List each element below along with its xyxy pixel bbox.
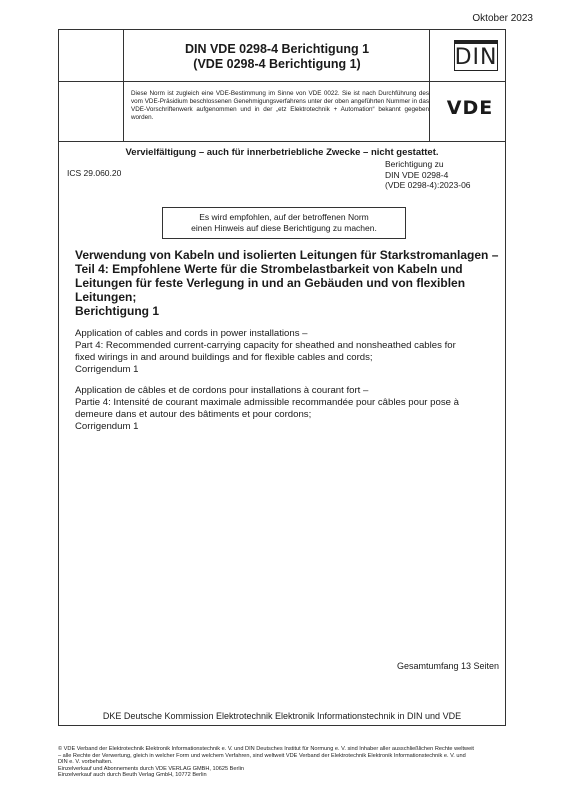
footer-line: Einzelverkauf und Abonnements durch VDE VERLAG GMBH, 10625 Berlin	[58, 765, 244, 772]
cover-frame	[58, 29, 506, 726]
recommendation-line: einen Hinweis auf diese Berichtigung zu machen.	[191, 223, 377, 233]
correction-reference-line: Berichtigung zu	[385, 159, 444, 169]
german-title-line: Leitungen für feste Verlegung in und an Gebäuden und von flexiblen	[75, 276, 466, 290]
dke-line: DKE Deutsche Kommission Elektrotechnik Elektronik Informationstechnik in DIN und VDE	[102, 711, 462, 721]
footer-line: © VDE Verband der Elektrotechnik Elektronik Informationstechnik e. V. und DIN Deutsches Institut für Normung e. V. sind Inhaber aller ausschließlichen Rechte weltweit	[58, 746, 474, 752]
total-pages: Gesamtumfang 13 Seiten	[396, 661, 499, 671]
english-title-line: Application of cables and cords in power installations –	[75, 328, 308, 339]
english-title-line: Part 4: Recommended current-carrying capacity for sheathed and nonsheathed cables for	[75, 340, 456, 351]
english-title	[75, 328, 503, 376]
ics-code: ICS 29.060.20	[67, 168, 122, 178]
publication-date: Oktober 2023	[472, 13, 533, 24]
german-title-line: Leitungen;	[75, 290, 137, 304]
document-subtitle: (VDE 0298-4 Berichtigung 1)	[193, 57, 361, 71]
german-title-line: Berichtigung 1	[75, 304, 160, 318]
din-logo: DIN	[454, 40, 498, 71]
recommendation-box	[162, 207, 406, 239]
footer-line: DIN e. V. vorbehalten.	[58, 759, 113, 766]
correction-reference	[385, 159, 471, 191]
french-title	[75, 385, 503, 433]
recommendation-line: Es wird empfohlen, auf der betroffenen Norm	[199, 212, 369, 222]
document-title: DIN VDE 0298-4 Berichtigung 1	[184, 42, 370, 56]
divider	[123, 30, 124, 141]
vde-logo: VDE	[446, 97, 494, 119]
divider	[59, 81, 505, 82]
german-title-line: Verwendung von Kabeln und isolierten Leitungen für Starkstromanlagen –	[75, 248, 499, 262]
german-title-line: Teil 4: Empfohlene Werte für die Strombelastbarkeit von Kabeln und	[75, 262, 463, 276]
french-title-line: Application de câbles et de cordons pour installations à courant fort –	[75, 385, 369, 396]
correction-reference-line: DIN VDE 0298-4	[385, 169, 449, 180]
german-title	[75, 248, 503, 318]
divider	[429, 30, 430, 141]
copyright-footer	[58, 746, 474, 779]
footer-line: Einzelverkauf auch durch Beuth Verlag GmbH, 10772 Berlin	[58, 772, 207, 779]
divider	[59, 141, 505, 142]
french-title-line: Partie 4: Intensité de courant maximale admissible recommandée pour câbles pour pose à	[75, 397, 459, 408]
english-title-line: fixed wirings in and around buildings and for flexible cables and cords;	[75, 352, 373, 363]
correction-reference-line: (VDE 0298-4):2023-06	[385, 180, 471, 190]
english-title-line: Corrigendum 1	[75, 364, 139, 375]
vde-note: Diese Norm ist zugleich eine VDE-Bestimmung im Sinne von VDE 0022. Sie ist nach Durchführung des vom VDE-Präsidium beschlossenen Genehmigungsverfahrens unter der oben angeführten Nummer in das VDE-Vorschriftenwerk aufgenommen und in der „etz Elektrotechnik + Automation“ bekannt gegeben worden.	[131, 90, 429, 121]
french-title-line: demeure dans et autour des bâtiments et pour cordons;	[75, 409, 312, 420]
footer-line: – alle Rechte der Verwertung, gleich in welcher Form und welchem Verfahren, sind weltweit VDE Verband der Elektrotechnik Elektronik Informationstechnik e. V. und	[58, 752, 466, 759]
french-title-line: Corrigendum 1	[75, 421, 139, 432]
reproduction-notice: Vervielfältigung – auch für innerbetriebliche Zwecke – nicht gestattet.	[125, 147, 439, 158]
